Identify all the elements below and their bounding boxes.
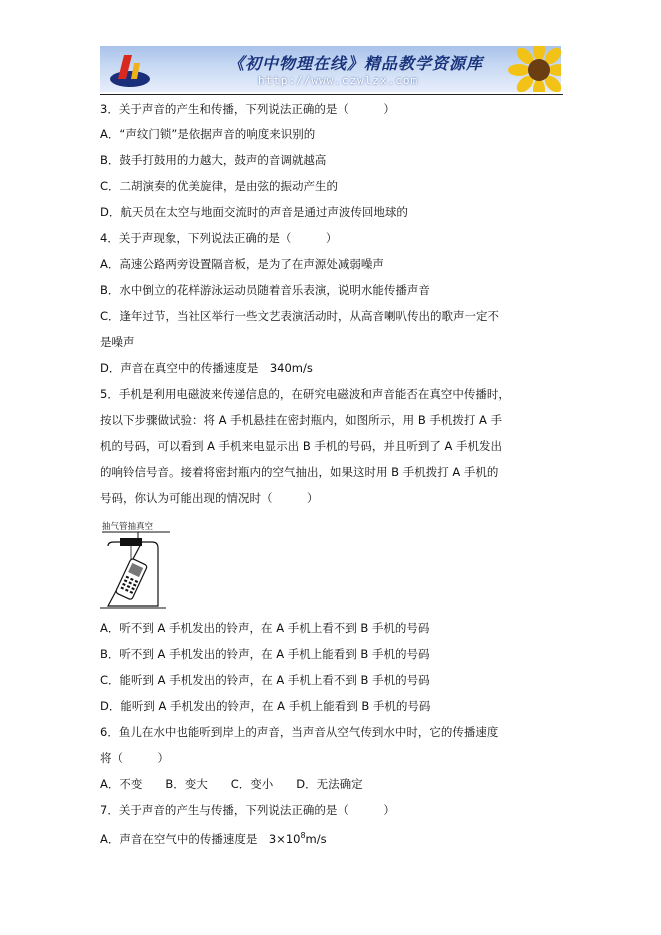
question-7: 7．关于声音的产生与传播，下列说法正确的是（ ）	[100, 803, 395, 817]
sunflower-icon	[504, 46, 561, 92]
q5-option-c: C．能听到 A 手机发出的铃声，在 A 手机上看不到 B 手机的号码	[100, 673, 430, 687]
question-6-line-2: 将（ ）	[100, 751, 169, 765]
figure-label: 抽气管抽真空	[102, 522, 154, 532]
q4-option-a: A．高速公路两旁设置隔音板，是为了在声源处减弱噪声	[100, 257, 384, 271]
q3-option-a: A．“声纹门锁”是依据声音的响度来识别的	[100, 127, 316, 141]
q4-option-d: D．声音在真空中的传播速度是 340m/s	[100, 361, 313, 375]
q3-option-b: B．鼓手打鼓用的力越大，鼓声的音调就越高	[100, 153, 327, 167]
q7-option-a-prefix: A．声音在空气中的传播速度是 3×10	[100, 831, 301, 846]
q7-option-a-suffix: m/s	[305, 831, 327, 846]
q5-option-a: A．听不到 A 手机发出的铃声，在 A 手机上看不到 B 手机的号码	[100, 621, 430, 635]
question-5-line-4: 的响铃信号音。接着将密封瓶内的空气抽出，如果这时用 B 手机拨打 A 手机的	[100, 465, 499, 479]
q3-option-c: C．二胡演奏的优美旋律，是由弦的振动产生的	[100, 179, 339, 193]
q4-option-c: C．逢年过节，当社区举行一些文艺表演活动时，从高音喇叭传出的歌声一定不	[100, 309, 500, 323]
q4-option-b: B．水中倒立的花样游泳运动员随着音乐表演，说明水能传播声音	[100, 283, 430, 297]
q7-option-a-exponent: 8	[300, 831, 306, 840]
question-3: 3．关于声音的产生和传播，下列说法正确的是（ ）	[100, 102, 395, 116]
question-5-line-3: 机的号码，可以看到 A 手机来电显示出 B 手机的号码，并且听到了 A 手机发出	[100, 439, 503, 453]
question-4: 4．关于声现象，下列说法正确的是（ ）	[100, 231, 338, 245]
q4-option-c-cont: 是噪声	[100, 335, 135, 349]
jar-figure	[100, 520, 172, 610]
question-5-line-1: 5．手机是利用电磁波来传递信息的，在研究电磁波和声音能否在真空中传播时，	[100, 387, 510, 401]
question-5-line-5: 号码，你认为可能出现的情况时（ ）	[100, 491, 319, 505]
header-banner	[100, 46, 561, 92]
question-5-line-2: 按以下步骤做试验：将 A 手机悬挂在密封瓶内，如图所示，用 B 手机拨打 A 手	[100, 413, 503, 427]
phone-in-jar-icon	[100, 520, 172, 610]
banner-url: http://www.czwlzx.com	[258, 74, 419, 87]
q6-options: A．不变 B．变大 C．变小 D．无法确定	[100, 777, 363, 791]
question-6-line-1: 6．鱼儿在水中也能听到岸上的声音，当声音从空气传到水中时，它的传播速度	[100, 725, 499, 739]
logo-icon	[108, 49, 152, 89]
q7-option-a	[100, 828, 327, 847]
header-divider	[100, 94, 563, 95]
q3-option-d: D．航天员在太空与地面交流时的声音是通过声波传回地球的	[100, 205, 408, 219]
q5-option-b: B．听不到 A 手机发出的铃声，在 A 手机上能看到 B 手机的号码	[100, 647, 430, 661]
banner-title: 《初中物理在线》精品教学资源库	[228, 54, 484, 73]
q5-option-d: D．能听到 A 手机发出的铃声，在 A 手机上能看到 B 手机的号码	[100, 699, 431, 713]
